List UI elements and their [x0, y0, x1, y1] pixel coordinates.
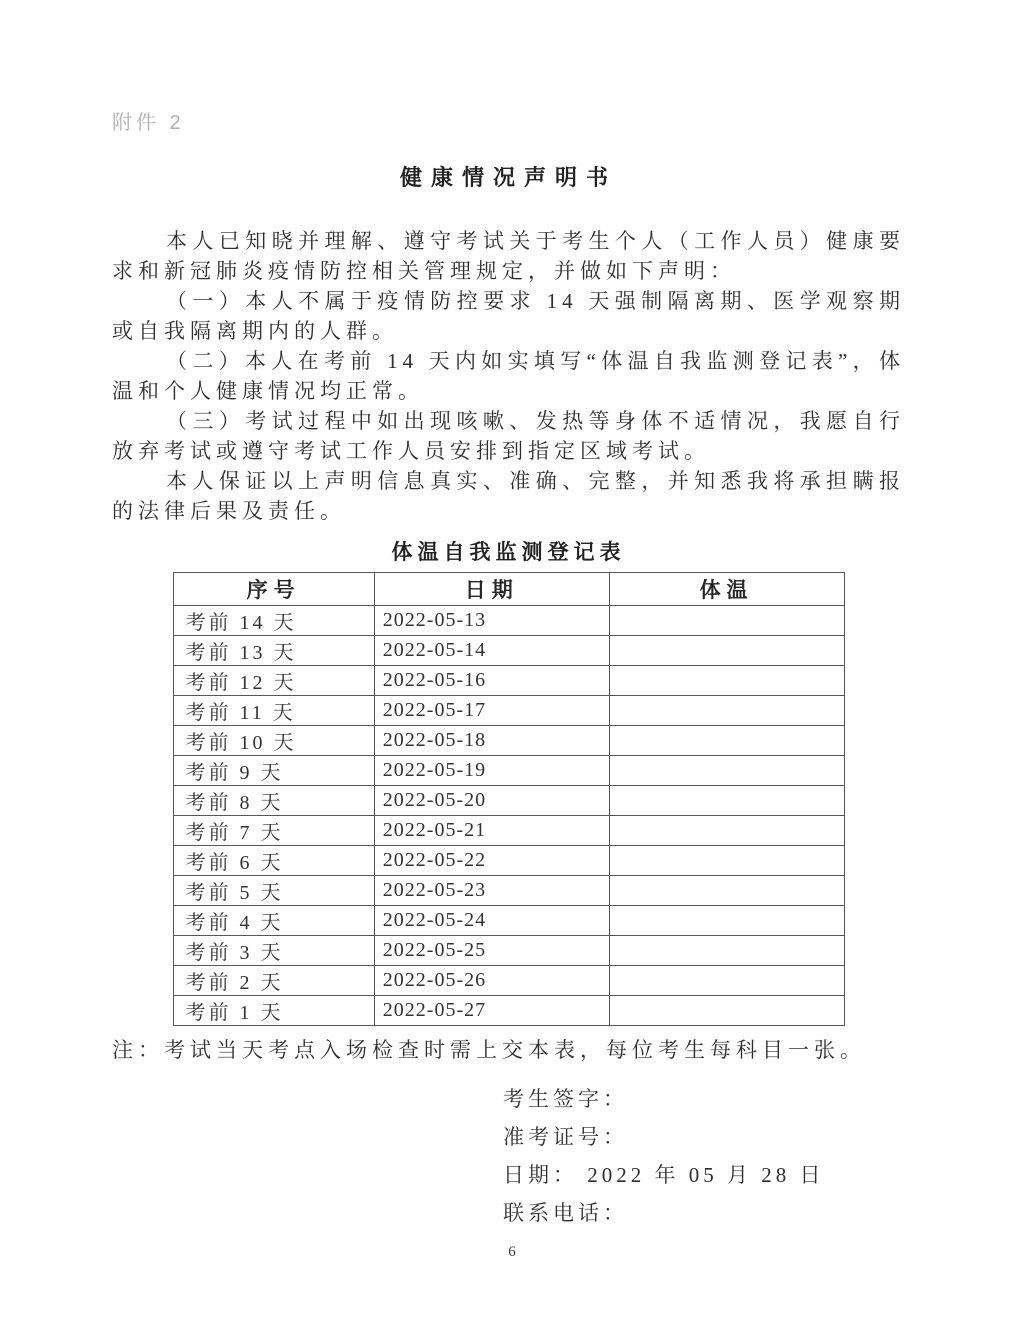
declaration-body [112, 226, 905, 526]
document-title: 健康情况声明书 [399, 165, 617, 190]
temp-cell [609, 876, 844, 906]
temp-cell [609, 906, 844, 936]
table-row [173, 786, 844, 816]
table-row [173, 606, 844, 636]
temp-cell [609, 696, 844, 726]
paragraph-item-1: （一）本人不属于疫情防控要求 14 天强制隔离期、医学观察期或自我隔离期内的人群。 [112, 289, 905, 343]
paragraph-item-2: （二）本人在考前 14 天内如实填写“体温自我监测登记表”，体温和个人健康情况均正常。 [112, 349, 905, 403]
seq-cell: 考前 4 天 [173, 906, 374, 936]
ticket-number-line: 准考证号： [503, 1125, 628, 1149]
seq-cell: 考前 12 天 [173, 666, 374, 696]
seq-cell: 考前 5 天 [173, 876, 374, 906]
temp-cell [609, 606, 844, 636]
table-body [173, 606, 844, 1026]
seq-cell: 考前 2 天 [173, 966, 374, 996]
date-cell: 2022-05-23 [374, 876, 609, 906]
temp-cell [609, 816, 844, 846]
table-header [173, 573, 844, 606]
table-note: 注：考试当天考点入场检查时需上交本表，每位考生每科目一张。 [112, 1038, 866, 1062]
temp-cell [609, 996, 844, 1026]
seq-cell: 考前 8 天 [173, 786, 374, 816]
date-cell: 2022-05-14 [374, 636, 609, 666]
seq-cell: 考前 9 天 [173, 756, 374, 786]
table-row [173, 996, 844, 1026]
temp-cell [609, 786, 844, 816]
table-row [173, 636, 844, 666]
date-cell: 2022-05-24 [374, 906, 609, 936]
table-row [173, 906, 844, 936]
seq-cell: 考前 14 天 [173, 606, 374, 636]
table-row [173, 936, 844, 966]
table-row [173, 696, 844, 726]
attachment-label: 附件 2 [112, 112, 185, 134]
date-line: 日期： 2022 年 05 月 28 日 [503, 1163, 825, 1187]
temp-cell [609, 666, 844, 696]
table-row [173, 666, 844, 696]
header-date: 日期 [374, 573, 609, 606]
temp-cell [609, 936, 844, 966]
signature-line: 考生签字： [503, 1087, 628, 1111]
seq-cell: 考前 13 天 [173, 636, 374, 666]
paragraph-item-3: （三）考试过程中如出现咳嗽、发热等身体不适情况，我愿自行放弃考试或遵守考试工作人员安排到指定区域考试。 [112, 409, 905, 463]
temperature-table [173, 572, 845, 1026]
header-seq: 序号 [173, 573, 374, 606]
table-title: 体温自我监测登记表 [391, 540, 626, 564]
paragraph-intro: 本人已知晓并理解、遵守考试关于考生个人（工作人员）健康要求和新冠肺炎疫情防控相关管理规定，并做如下声明： [112, 229, 905, 283]
seq-cell: 考前 10 天 [173, 726, 374, 756]
seq-cell: 考前 6 天 [173, 846, 374, 876]
header-row [173, 573, 844, 606]
paragraph-guarantee: 本人保证以上声明信息真实、准确、完整，并知悉我将承担瞒报的法律后果及责任。 [112, 469, 905, 523]
seq-cell: 考前 3 天 [173, 936, 374, 966]
phone-line: 联系电话： [503, 1201, 628, 1225]
table-row [173, 726, 844, 756]
date-cell: 2022-05-18 [374, 726, 609, 756]
temp-cell [609, 636, 844, 666]
date-cell: 2022-05-27 [374, 996, 609, 1026]
temp-cell [609, 726, 844, 756]
table-row [173, 876, 844, 906]
signature-block [503, 1080, 905, 1232]
temp-cell [609, 846, 844, 876]
date-cell: 2022-05-17 [374, 696, 609, 726]
date-cell: 2022-05-26 [374, 966, 609, 996]
table-row [173, 816, 844, 846]
date-cell: 2022-05-16 [374, 666, 609, 696]
table-row [173, 756, 844, 786]
date-cell: 2022-05-20 [374, 786, 609, 816]
page-number: 6 [508, 1244, 516, 1260]
date-cell: 2022-05-25 [374, 936, 609, 966]
temp-cell [609, 756, 844, 786]
document-content [112, 0, 905, 1232]
date-cell: 2022-05-22 [374, 846, 609, 876]
table-row [173, 966, 844, 996]
date-cell: 2022-05-13 [374, 606, 609, 636]
date-cell: 2022-05-21 [374, 816, 609, 846]
seq-cell: 考前 7 天 [173, 816, 374, 846]
temp-cell [609, 966, 844, 996]
header-temp: 体温 [609, 573, 844, 606]
seq-cell: 考前 11 天 [173, 696, 374, 726]
date-cell: 2022-05-19 [374, 756, 609, 786]
table-row [173, 846, 844, 876]
seq-cell: 考前 1 天 [173, 996, 374, 1026]
